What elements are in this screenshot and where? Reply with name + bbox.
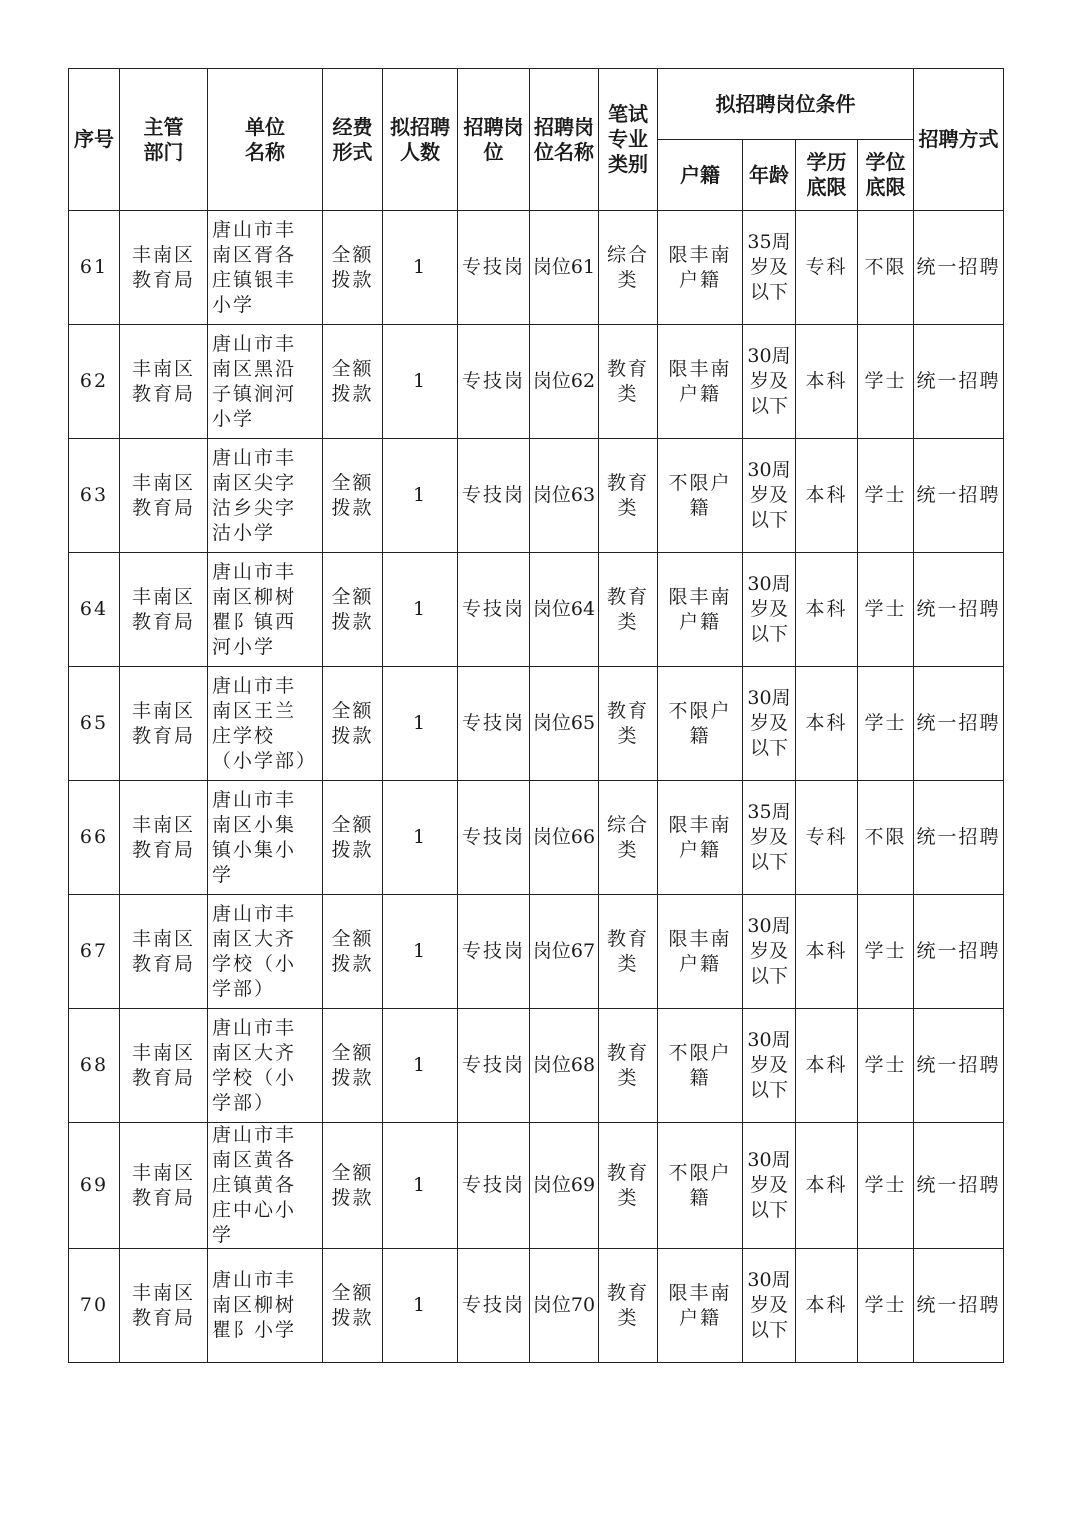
cell-education: 本科 — [796, 1123, 858, 1249]
cell-seq: 65 — [69, 667, 120, 781]
cell-hukou: 不限户籍 — [658, 439, 743, 553]
cell-dept: 丰南区教育局 — [120, 895, 208, 1009]
cell-method: 统一招聘 — [914, 439, 1004, 553]
cell-age: 30周岁及以下 — [743, 1009, 796, 1123]
recruitment-table — [68, 68, 1004, 1363]
table-row — [69, 895, 1004, 1009]
cell-post-name: 岗位65 — [530, 667, 599, 781]
cell-education: 本科 — [796, 1249, 858, 1363]
cell-hukou: 不限户籍 — [658, 1123, 743, 1249]
cell-count: 1 — [383, 781, 458, 895]
table-row — [69, 1249, 1004, 1363]
header-conditions: 拟招聘岗位条件 — [658, 69, 914, 140]
cell-degree: 学士 — [858, 1009, 914, 1123]
cell-education: 本科 — [796, 895, 858, 1009]
cell-method: 统一招聘 — [914, 781, 1004, 895]
table-row — [69, 781, 1004, 895]
cell-education: 专科 — [796, 781, 858, 895]
cell-degree: 学士 — [858, 325, 914, 439]
table-row — [69, 553, 1004, 667]
cell-hukou: 限丰南户籍 — [658, 211, 743, 325]
header-funding: 经费形式 — [323, 69, 383, 211]
cell-unit: 唐山市丰南区胥各庄镇银丰小学 — [208, 211, 323, 325]
cell-seq: 66 — [69, 781, 120, 895]
cell-age: 30周岁及以下 — [743, 895, 796, 1009]
cell-age: 30周岁及以下 — [743, 1123, 796, 1249]
cell-age: 35周岁及以下 — [743, 781, 796, 895]
cell-degree: 学士 — [858, 1249, 914, 1363]
cell-post-type: 专技岗 — [458, 439, 530, 553]
cell-degree: 不限 — [858, 781, 914, 895]
cell-degree: 学士 — [858, 553, 914, 667]
cell-method: 统一招聘 — [914, 667, 1004, 781]
cell-seq: 70 — [69, 1249, 120, 1363]
cell-exam-category: 教育类 — [599, 1009, 658, 1123]
cell-exam-category: 教育类 — [599, 667, 658, 781]
cell-age: 30周岁及以下 — [743, 1249, 796, 1363]
header-post-type: 招聘岗位 — [458, 69, 530, 211]
cell-hukou: 不限户籍 — [658, 1009, 743, 1123]
cell-count: 1 — [383, 1009, 458, 1123]
cell-dept: 丰南区教育局 — [120, 1249, 208, 1363]
cell-method: 统一招聘 — [914, 553, 1004, 667]
cell-unit: 唐山市丰南区大齐学校（小学部） — [208, 895, 323, 1009]
table-row — [69, 325, 1004, 439]
cell-seq: 61 — [69, 211, 120, 325]
cell-age: 30周岁及以下 — [743, 553, 796, 667]
table-row — [69, 439, 1004, 553]
cell-seq: 68 — [69, 1009, 120, 1123]
cell-exam-category: 教育类 — [599, 439, 658, 553]
cell-seq: 63 — [69, 439, 120, 553]
cell-age: 30周岁及以下 — [743, 439, 796, 553]
cell-post-type: 专技岗 — [458, 895, 530, 1009]
cell-seq: 64 — [69, 553, 120, 667]
header-count: 拟招聘人数 — [383, 69, 458, 211]
cell-dept: 丰南区教育局 — [120, 439, 208, 553]
cell-post-type: 专技岗 — [458, 553, 530, 667]
table-row — [69, 1009, 1004, 1123]
cell-education: 本科 — [796, 553, 858, 667]
header-dept: 主管部门 — [120, 69, 208, 211]
cell-education: 本科 — [796, 325, 858, 439]
cell-funding: 全额拨款 — [323, 1123, 383, 1249]
cell-age: 35周岁及以下 — [743, 211, 796, 325]
cell-exam-category: 综合类 — [599, 781, 658, 895]
cell-method: 统一招聘 — [914, 895, 1004, 1009]
cell-unit: 唐山市丰南区大齐学校（小学部） — [208, 1009, 323, 1123]
cell-hukou: 不限户籍 — [658, 667, 743, 781]
cell-dept: 丰南区教育局 — [120, 1009, 208, 1123]
cell-education: 本科 — [796, 1009, 858, 1123]
cell-post-type: 专技岗 — [458, 325, 530, 439]
cell-post-type: 专技岗 — [458, 1249, 530, 1363]
cell-hukou: 限丰南户籍 — [658, 895, 743, 1009]
header-education: 学历底限 — [796, 140, 858, 211]
cell-post-type: 专技岗 — [458, 781, 530, 895]
cell-dept: 丰南区教育局 — [120, 211, 208, 325]
cell-funding: 全额拨款 — [323, 439, 383, 553]
recruitment-table-sheet — [68, 68, 1003, 1363]
cell-count: 1 — [383, 1249, 458, 1363]
cell-education: 本科 — [796, 667, 858, 781]
cell-unit: 唐山市丰南区王兰庄学校（小学部） — [208, 667, 323, 781]
cell-education: 本科 — [796, 439, 858, 553]
cell-post-name: 岗位66 — [530, 781, 599, 895]
header-exam-category: 笔试专业类别 — [599, 69, 658, 211]
header-age: 年龄 — [743, 140, 796, 211]
cell-unit: 唐山市丰南区柳树瞿阝镇西河小学 — [208, 553, 323, 667]
cell-post-name: 岗位68 — [530, 1009, 599, 1123]
cell-education: 专科 — [796, 211, 858, 325]
cell-hukou: 限丰南户籍 — [658, 781, 743, 895]
cell-post-type: 专技岗 — [458, 667, 530, 781]
cell-method: 统一招聘 — [914, 325, 1004, 439]
cell-degree: 学士 — [858, 1123, 914, 1249]
cell-post-name: 岗位61 — [530, 211, 599, 325]
cell-post-name: 岗位70 — [530, 1249, 599, 1363]
cell-count: 1 — [383, 325, 458, 439]
cell-count: 1 — [383, 667, 458, 781]
cell-funding: 全额拨款 — [323, 895, 383, 1009]
cell-dept: 丰南区教育局 — [120, 781, 208, 895]
cell-exam-category: 教育类 — [599, 895, 658, 1009]
cell-exam-category: 教育类 — [599, 1123, 658, 1249]
cell-post-name: 岗位63 — [530, 439, 599, 553]
header-unit: 单位名称 — [208, 69, 323, 211]
table-row — [69, 1123, 1004, 1249]
table-body — [69, 211, 1004, 1363]
cell-funding: 全额拨款 — [323, 1249, 383, 1363]
cell-post-name: 岗位69 — [530, 1123, 599, 1249]
header-post-name: 招聘岗位名称 — [530, 69, 599, 211]
cell-exam-category: 教育类 — [599, 1249, 658, 1363]
cell-post-name: 岗位62 — [530, 325, 599, 439]
cell-unit: 唐山市丰南区小集镇小集小学 — [208, 781, 323, 895]
cell-funding: 全额拨款 — [323, 667, 383, 781]
cell-funding: 全额拨款 — [323, 211, 383, 325]
cell-hukou: 限丰南户籍 — [658, 325, 743, 439]
cell-funding: 全额拨款 — [323, 325, 383, 439]
cell-seq: 67 — [69, 895, 120, 1009]
cell-unit: 唐山市丰南区柳树瞿阝小学 — [208, 1249, 323, 1363]
cell-exam-category: 综合类 — [599, 211, 658, 325]
cell-degree: 学士 — [858, 667, 914, 781]
cell-count: 1 — [383, 211, 458, 325]
cell-count: 1 — [383, 553, 458, 667]
cell-dept: 丰南区教育局 — [120, 325, 208, 439]
cell-funding: 全额拨款 — [323, 1009, 383, 1123]
cell-dept: 丰南区教育局 — [120, 667, 208, 781]
cell-degree: 学士 — [858, 895, 914, 1009]
cell-hukou: 限丰南户籍 — [658, 1249, 743, 1363]
cell-funding: 全额拨款 — [323, 781, 383, 895]
cell-seq: 69 — [69, 1123, 120, 1249]
cell-post-type: 专技岗 — [458, 1009, 530, 1123]
cell-unit: 唐山市丰南区黄各庄镇黄各庄中心小学 — [208, 1123, 323, 1249]
cell-method: 统一招聘 — [914, 211, 1004, 325]
cell-unit: 唐山市丰南区尖字沽乡尖字沽小学 — [208, 439, 323, 553]
cell-method: 统一招聘 — [914, 1249, 1004, 1363]
cell-count: 1 — [383, 895, 458, 1009]
cell-exam-category: 教育类 — [599, 325, 658, 439]
table-row — [69, 211, 1004, 325]
cell-age: 30周岁及以下 — [743, 325, 796, 439]
cell-method: 统一招聘 — [914, 1009, 1004, 1123]
cell-dept: 丰南区教育局 — [120, 1123, 208, 1249]
cell-count: 1 — [383, 439, 458, 553]
cell-degree: 学士 — [858, 439, 914, 553]
table-header — [69, 69, 1004, 211]
cell-exam-category: 教育类 — [599, 553, 658, 667]
cell-post-name: 岗位64 — [530, 553, 599, 667]
cell-unit: 唐山市丰南区黑沿子镇涧河小学 — [208, 325, 323, 439]
cell-degree: 不限 — [858, 211, 914, 325]
cell-post-type: 专技岗 — [458, 1123, 530, 1249]
header-method: 招聘方式 — [914, 69, 1004, 211]
table-row — [69, 667, 1004, 781]
cell-seq: 62 — [69, 325, 120, 439]
cell-dept: 丰南区教育局 — [120, 553, 208, 667]
cell-funding: 全额拨款 — [323, 553, 383, 667]
header-degree: 学位底限 — [858, 140, 914, 211]
cell-age: 30周岁及以下 — [743, 667, 796, 781]
header-seq: 序号 — [69, 69, 120, 211]
cell-method: 统一招聘 — [914, 1123, 1004, 1249]
header-hukou: 户籍 — [658, 140, 743, 211]
cell-count: 1 — [383, 1123, 458, 1249]
cell-post-type: 专技岗 — [458, 211, 530, 325]
cell-hukou: 限丰南户籍 — [658, 553, 743, 667]
cell-post-name: 岗位67 — [530, 895, 599, 1009]
